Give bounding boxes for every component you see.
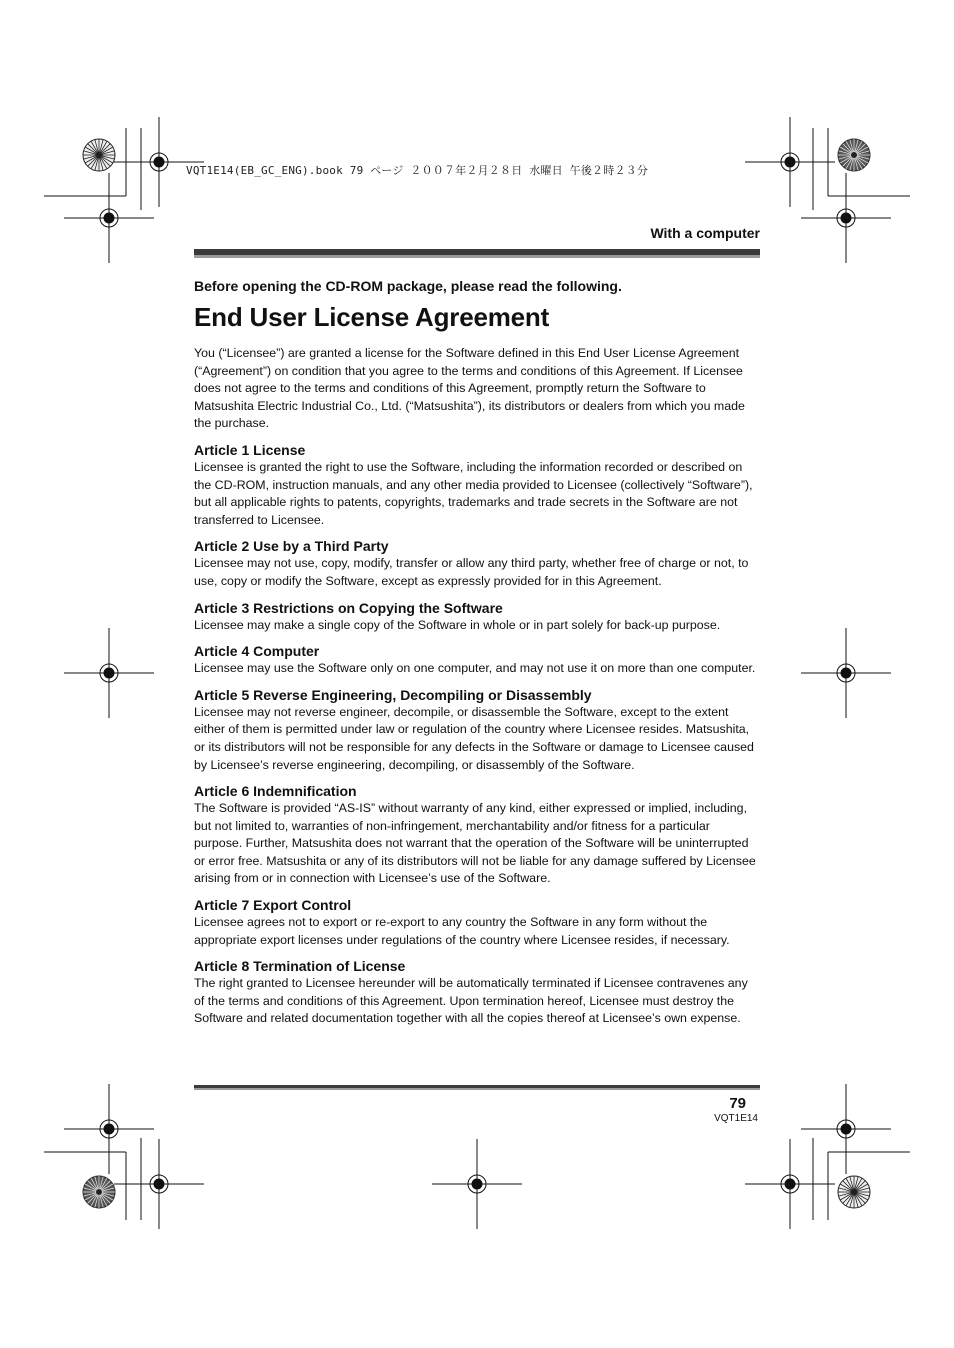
article-1 (194, 442, 760, 529)
article-body: Licensee agrees not to export or re-export to any country the Software in any form without the appropriate export licenses under regulations of the country where Licensee resides, if necessary. (194, 915, 730, 947)
footer-rule (194, 1085, 760, 1090)
article-heading: Article 8 Termination of License (194, 958, 406, 975)
article-body: The Software is provided “AS-IS” without warranty of any kind, either expressed or implied, including, but not limited to, warranties of non-infringement, merchantability and/or fitness for a particular purpose. Further, Matsushita does not warrant that the operation of the Software will be uninterrupted or error free. Matsushita or any of its distributors will not be liable for any damage suffered by Licensee arising from or in connection with Licensee’s use of the Software. (194, 801, 756, 886)
article-4 (194, 643, 760, 678)
article-body: The right granted to Licensee hereunder will be automatically terminated if Licensee contravenes any of the terms and conditions of this Agreement. Upon termination hereof, Licensee must destroy the Software and related documentation together with all the copies thereof at Licensee’s own expense. (194, 976, 748, 1026)
article-body: Licensee may use the Software only on one computer, and may not use it on more than one computer. (194, 661, 756, 676)
registration-mark-icon (114, 1139, 204, 1229)
article-6 (194, 783, 760, 888)
print-header-line: VQT1E14(EB_GC_ENG).book 79 ページ ２００７年２月２８日 水曜日 午後２時２３分 (186, 164, 649, 177)
cdrom-notice: Before opening the CD-ROM package, please read the following. (194, 278, 622, 294)
article-5 (194, 687, 760, 774)
article-7 (194, 897, 760, 949)
article-heading: Article 4 Computer (194, 643, 320, 660)
article-heading: Article 6 Indemnification (194, 783, 357, 800)
page-title: End User License Agreement (194, 302, 550, 332)
article-2 (194, 538, 760, 590)
article-8 (194, 958, 760, 1028)
color-target-icon (83, 139, 115, 171)
article-heading: Article 1 License (194, 441, 306, 458)
model-code: VQT1E14 (714, 1113, 758, 1124)
article-heading: Article 3 Restrictions on Copying the Software (194, 599, 503, 616)
registration-mark-icon (801, 628, 891, 718)
page-number: 79 (729, 1095, 746, 1112)
article-body: Licensee may not use, copy, modify, transfer or allow any third party, whether free of charge or not, to use, copy or modify the Software, except as expressly provided for in this Agreement. (194, 556, 749, 588)
color-target-icon (838, 1176, 870, 1208)
article-body: Licensee is granted the right to use the Software, including the information recorded or described on the CD-ROM, instruction manuals, and any other media provided to Licensee (collectively “Software”), but all applicable rights to patents, copyrights, trademarks and trade secrets in the Software are not transferred to Licensee. (194, 459, 753, 527)
header-rule (194, 249, 760, 258)
intro-paragraph: You (“Licensee”) are granted a license for the Software defined in this End User License Agreement (“Agreement”) on condition that you agree to the terms and conditions of this Agreement. If Licensee does not agree to the terms and conditions of this Agreement, promptly return the Software to Matsushita Electric Industrial Co., Ltd. (“Matsushita”), its distributors or dealers from which you made the purchase. (194, 346, 745, 431)
registration-mark-icon (432, 1139, 522, 1229)
registration-mark-icon (801, 1084, 891, 1174)
article-heading: Article 5 Reverse Engineering, Decompiling or Disassembly (194, 686, 592, 703)
registration-mark-icon (64, 628, 154, 718)
document-body (194, 278, 760, 1028)
section-label: With a computer (650, 225, 760, 241)
registration-mark-icon (745, 117, 835, 207)
registration-mark-icon (745, 1139, 835, 1229)
article-body: Licensee may not reverse engineer, decompile, or disassemble the Software, except to the extent either of them is permitted under law or regulation of the country where Licensee resides. Matsushita, or its distributors will not be responsible for any defects in the Software or damage to Licensee caused by Licensee’s reverse engineering, decompiling, or disassembly of the Software. (194, 704, 754, 772)
article-body: Licensee may make a single copy of the Software in whole or in part solely for back-up purpose. (194, 617, 721, 632)
article-heading: Article 2 Use by a Third Party (194, 538, 389, 555)
registration-mark-icon (801, 173, 891, 263)
color-target-icon (838, 139, 870, 171)
article-heading: Article 7 Export Control (194, 897, 352, 914)
color-target-icon (83, 1176, 115, 1208)
article-3 (194, 600, 760, 635)
